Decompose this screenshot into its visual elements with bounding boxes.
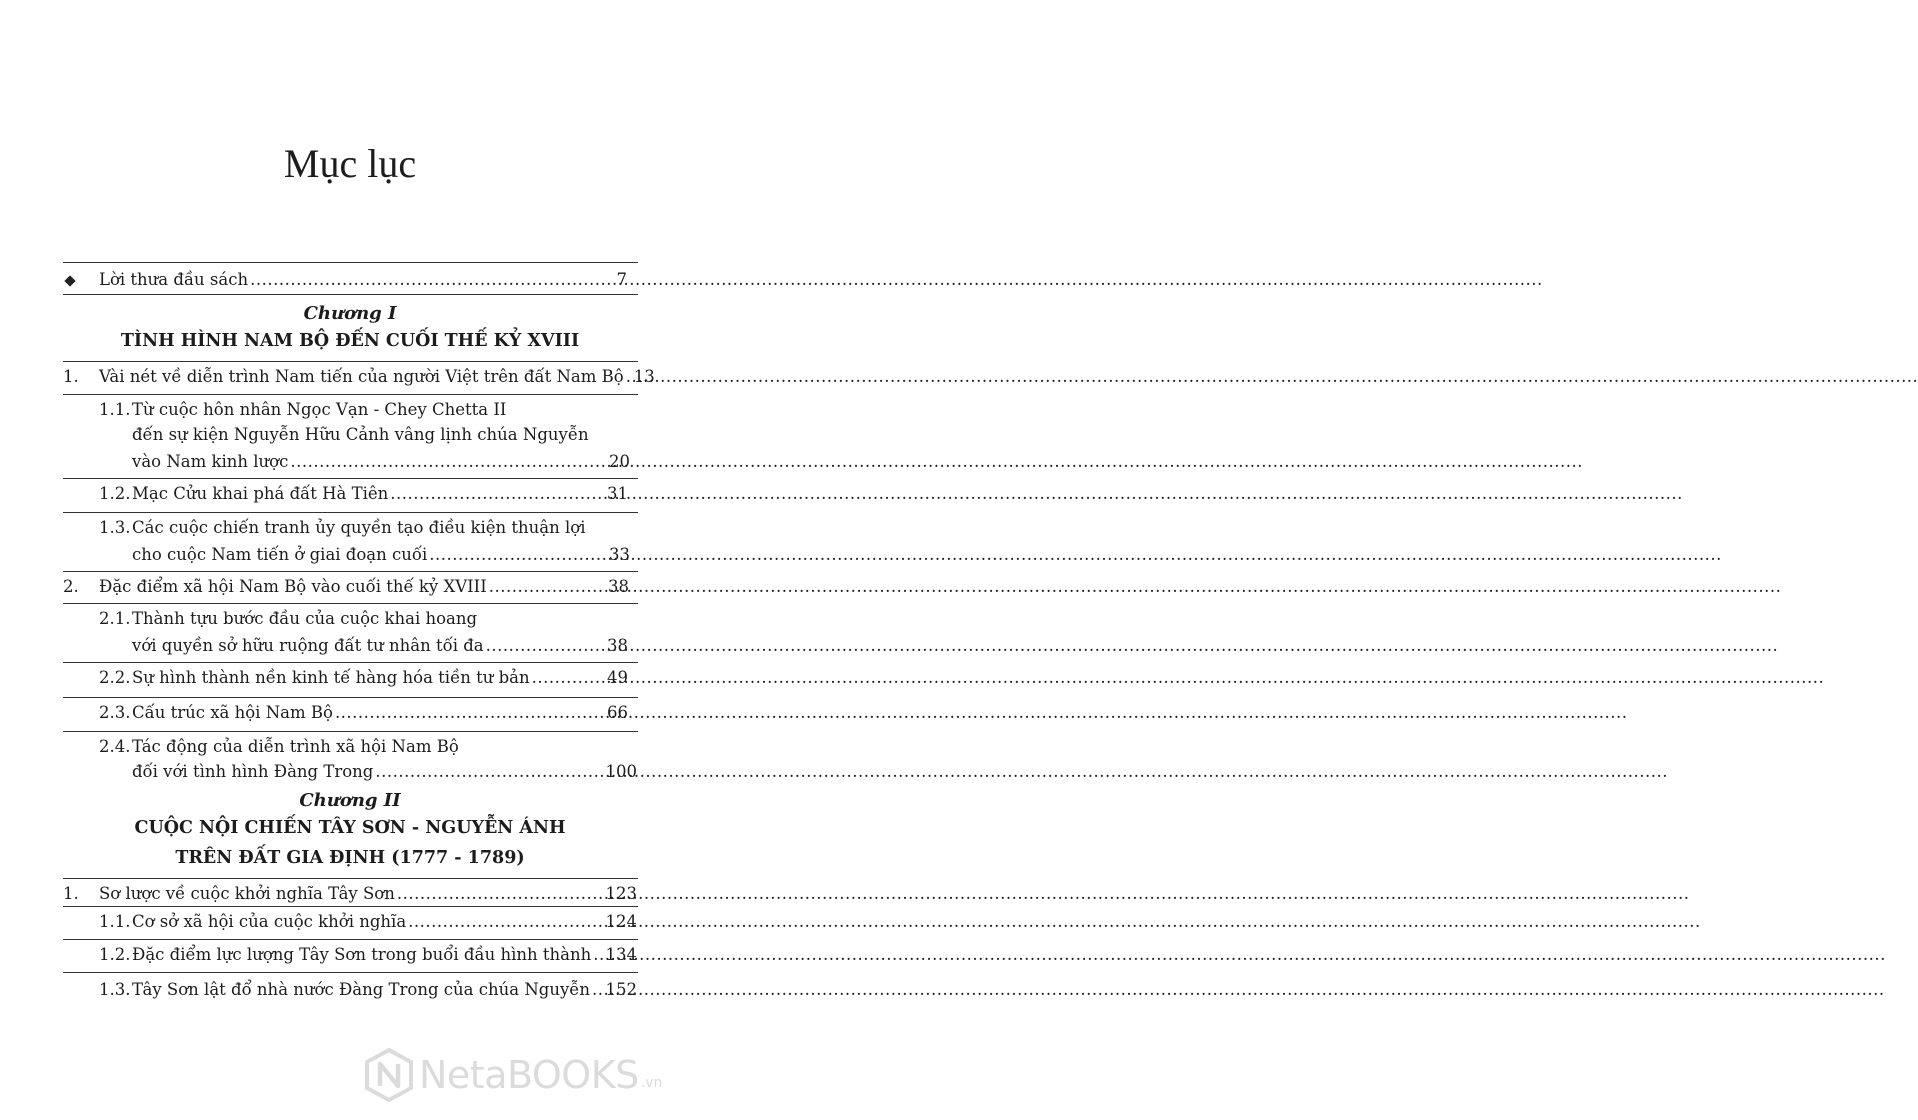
dot-leader (489, 573, 606, 601)
divider (63, 512, 638, 513)
toc-entry-1-2-2[interactable]: 2.2. Sự hình thành nền kinh tế hàng hóa tiền tư bản ..... 49 (0, 664, 700, 692)
divider (63, 571, 638, 572)
toc-entry-2-1-1[interactable]: 1.1. Cơ sở xã hội của cuộc khởi nghĩa ..... 124 (0, 908, 700, 936)
divider (63, 939, 638, 940)
toc-entry-intro[interactable]: Lời thưa đầu sách ..... 7 (0, 266, 700, 294)
divider (63, 697, 638, 698)
dot-leader (593, 941, 603, 969)
n-hexagon-logo-icon (365, 1048, 413, 1102)
divider (63, 294, 638, 295)
toc-entry-1-2-4-line2[interactable]: đối với tình hình Đàng Trong ..... 100 (0, 758, 700, 786)
divider (63, 478, 638, 479)
page-title: Mục lục (283, 141, 417, 186)
dot-leader (250, 266, 614, 294)
toc-entry-1-1-1[interactable]: 1.1. Từ cuộc hôn nhân Ngọc Vạn - Chey Chetta II (99, 400, 507, 419)
toc-entry-1-2[interactable]: 2. Đặc điểm xã hội Nam Bộ vào cuối thế kỷ XVIII ..... 38 (0, 573, 700, 601)
chapter-2-heading-line2: TRÊN ĐẤT GIA ĐỊNH (1777 - 1789) (175, 848, 525, 868)
divider (63, 662, 638, 663)
toc-entry-1-1-1-line2: đến sự kiện Nguyễn Hữu Cảnh vâng lịnh chúa Nguyễn (132, 425, 589, 444)
chapter-1-heading: TÌNH HÌNH NAM BỘ ĐẾN CUỐI THẾ KỶ XVIII (120, 331, 580, 351)
dot-leader (375, 758, 603, 786)
toc-entry-2-1-3[interactable]: 1.3. Tây Sơn lật đổ nhà nước Đàng Trong của chúa Nguyễn ..... 152 (0, 976, 700, 1004)
toc-entry-1-1-2[interactable]: 1.2. Mạc Cửu khai phá đất Hà Tiên ..... 31 (0, 480, 700, 508)
toc-entry-1-1-3[interactable]: 1.3. Các cuộc chiến tranh ủy quyền tạo điều kiện thuận lợi (99, 518, 586, 537)
divider (63, 361, 638, 362)
watermark-brand: NetaBOOKS (419, 1053, 639, 1097)
chapter-2-heading-line1: CUỘC NỘI CHIẾN TÂY SƠN - NGUYỄN ÁNH (134, 818, 566, 838)
toc-entry-2-1[interactable]: 1. Sơ lược về cuộc khởi nghĩa Tây Sơn ..... 123 (0, 880, 700, 908)
toc-entry-2-1-2[interactable]: 1.2. Đặc điểm lực lượng Tây Sơn trong buổi đầu hình thành ..... 134 (0, 941, 700, 969)
dot-leader (626, 363, 632, 391)
dot-leader (335, 699, 605, 727)
top-divider (63, 262, 638, 263)
divider (63, 906, 638, 907)
dot-leader (397, 880, 604, 908)
dot-leader (429, 541, 607, 569)
chapter-1-label: Chương I (303, 303, 397, 324)
toc-page (0, 0, 700, 1120)
dot-leader (486, 632, 605, 660)
toc-entry-1-1-1-line3[interactable]: vào Nam kinh lược ..... 20 (0, 448, 700, 476)
dot-leader (592, 976, 603, 1004)
netabooks-watermark (365, 1045, 695, 1105)
dot-leader (390, 480, 605, 508)
toc-entry-1-2-1[interactable]: 2.1. Thành tựu bước đầu của cuộc khai hoang (99, 609, 478, 628)
divider (63, 878, 638, 879)
divider (63, 972, 638, 973)
toc-entry-1-2-3[interactable]: 2.3. Cấu trúc xã hội Nam Bộ ..... 66 (0, 699, 700, 727)
toc-entry-1-1[interactable]: 1. Vài nét về diễn trình Nam tiến của người Việt trên đất Nam Bộ ..... 13 (0, 363, 700, 391)
toc-entry-1-2-4[interactable]: 2.4. Tác động của diễn trình xã hội Nam Bộ (99, 737, 459, 756)
divider (63, 731, 638, 732)
dot-leader (532, 664, 605, 692)
toc-entry-1-2-1-line2[interactable]: với quyền sở hữu ruộng đất tư nhân tối đa ..... 38 (0, 632, 700, 660)
watermark-suffix: .vn (640, 1075, 663, 1091)
dot-leader (290, 448, 607, 476)
dot-leader (408, 908, 603, 936)
chapter-2-label: Chương II (299, 790, 401, 811)
divider (63, 603, 638, 604)
toc-entry-1-1-3-line2[interactable]: cho cuộc Nam tiến ở giai đoạn cuối ..... 33 (0, 541, 700, 569)
divider (63, 394, 638, 395)
